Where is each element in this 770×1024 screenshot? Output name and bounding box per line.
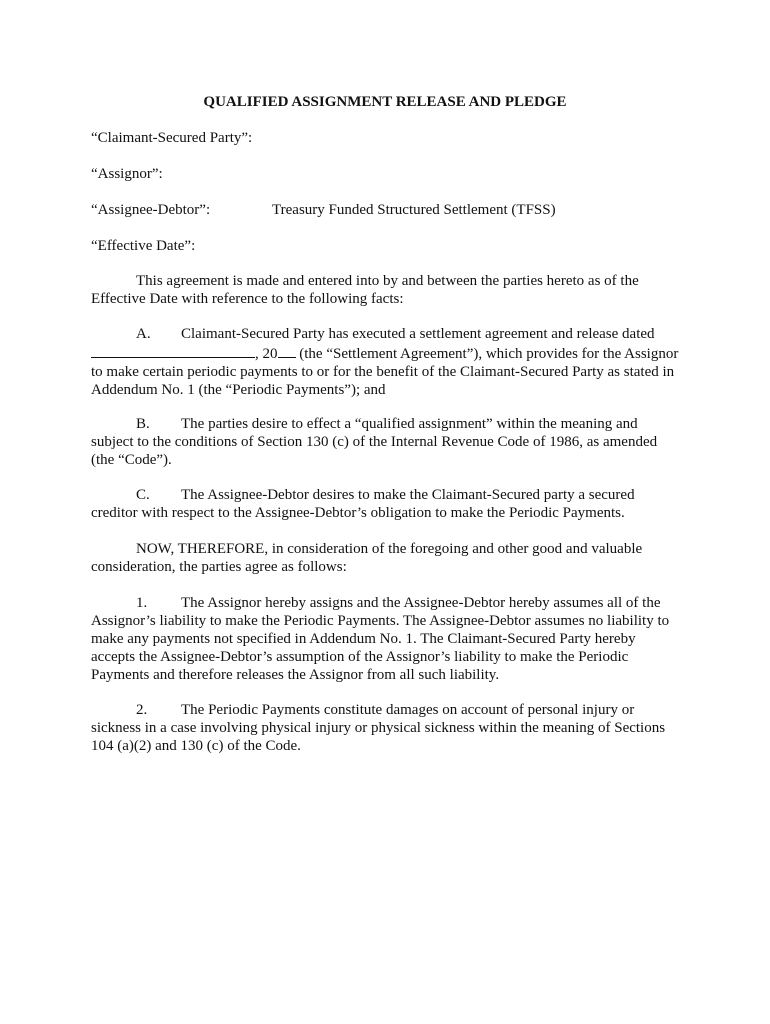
assignee-debtor-value: Treasury Funded Structured Settlement (TFSS) (272, 202, 556, 218)
recital-b-marker: B. (136, 416, 150, 432)
recital-a-lead: Claimant-Secured Party has executed a settlement agreement and release dated (181, 326, 655, 342)
clause-2 (91, 701, 681, 755)
assignor-field (91, 165, 163, 183)
settlement-year-blank (278, 343, 296, 358)
now-therefore-text: NOW, THEREFORE, in consideration of the foregoing and other good and valuable consideration, the parties agree as follows: (91, 541, 643, 575)
now-therefore-paragraph (91, 540, 681, 576)
clause-1-text: The Assignor hereby assigns and the Assignee-Debtor hereby assumes all of the Assignor’s liability to make the Periodic Payments. The Assignee-Debtor assumes no liability to make any payments not specified in Addendum No. 1. The Claimant-Secured Party hereby accepts the Assignee-Debtor’s assumption of the Assignor’s liability to make the Periodic Payments and therefore releases the Assignor from all such liability. (91, 595, 670, 683)
assignor-label: “Assignor”: (91, 166, 163, 182)
document-title: QUALIFIED ASSIGNMENT RELEASE AND PLEDGE (203, 94, 567, 110)
clause-2-marker: 2. (136, 702, 148, 718)
assignee-debtor-label: “Assignee-Debtor”: (91, 202, 211, 218)
recital-c-text: The Assignee-Debtor desires to make the Claimant-Secured party a secured creditor with respect to the Assignee-Debtor’s obligation to make the Periodic Payments. (91, 487, 635, 521)
effective-date-label: “Effective Date”: (91, 238, 196, 254)
clause-1 (91, 594, 681, 684)
clause-1-marker: 1. (136, 595, 148, 611)
recital-c-marker: C. (136, 487, 150, 503)
recital-a-rest: (the “Settlement Agreement”), which provides for the Assignor to make certain periodic payments to or for the benefit of the Claimant-Secured Party as stated in Addendum No. 1 (the “Periodic Payments”); and (91, 346, 679, 398)
recital-a (91, 325, 681, 399)
recital-c (91, 486, 681, 522)
claimant-secured-party-field (91, 129, 252, 147)
claimant-secured-party-label: “Claimant-Secured Party”: (91, 130, 253, 146)
recital-a-year-prefix: , 20 (255, 346, 278, 362)
intro-text: This agreement is made and entered into by and between the parties hereto as of the Effective Date with reference to the following facts: (91, 273, 639, 307)
recital-b (91, 415, 681, 469)
settlement-date-blank (91, 343, 255, 358)
intro-paragraph (91, 272, 681, 308)
assignee-debtor-field (91, 201, 556, 219)
recital-b-text: The parties desire to effect a “qualified assignment” within the meaning and subject to the conditions of Section 130 (c) of the Internal Revenue Code of 1986, as amended (the “Code”). (91, 416, 658, 468)
effective-date-field (91, 237, 195, 255)
recital-a-marker: A. (136, 326, 151, 342)
clause-2-text: The Periodic Payments constitute damages on account of personal injury or sickness in a case involving physical injury or physical sickness within the meaning of Sections 104 (a)(2) and 130 (c) of the Code. (91, 702, 666, 754)
